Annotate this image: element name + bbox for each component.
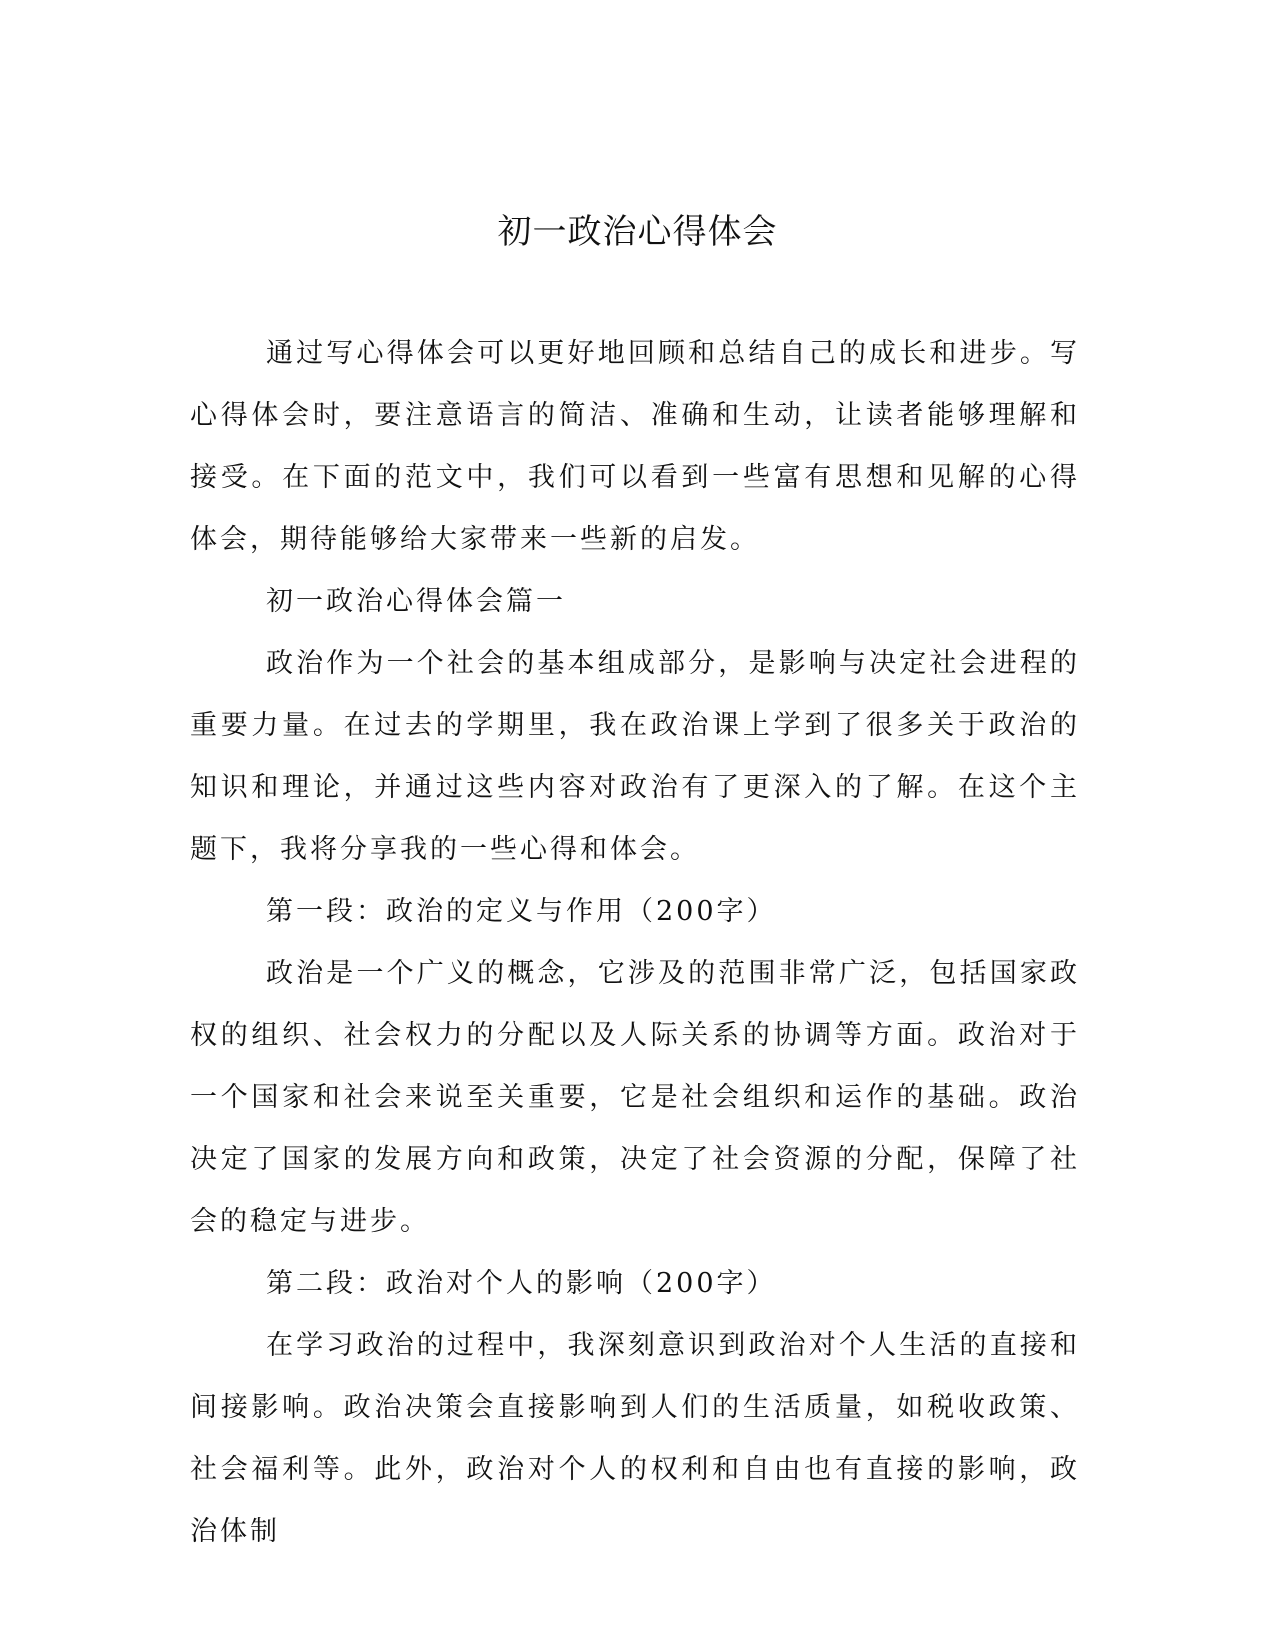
section-heading-second: 第二段：政治对个人的影响（200字） xyxy=(266,1268,777,1299)
paragraph-first: 政治是一个广义的概念，它涉及的范围非常广泛，包括国家政权的组织、社会权力的分配以及人际关系的协调等方面。政治对于一个国家和社会来说至关重要，它是社会组织和运作的基础。政治决定了国家的发展方向和政策，决定了社会资源的分配，保障了社会的稳定与进步。 xyxy=(190,958,1080,1237)
section-heading-first: 第一段：政治的定义与作用（200字） xyxy=(266,896,777,927)
section-heading-part-one: 初一政治心得体会篇一 xyxy=(266,586,566,617)
document-title: 初一政治心得体会 xyxy=(497,212,778,252)
paragraph-intro: 通过写心得体会可以更好地回顾和总结自己的成长和进步。写心得体会时，要注意语言的简洁、准确和生动，让读者能够理解和接受。在下面的范文中，我们可以看到一些富有思想和见解的心得体会，期待能够给大家带来一些新的启发。 xyxy=(190,338,1080,555)
paragraph-second: 在学习政治的过程中，我深刻意识到政治对个人生活的直接和间接影响。政治决策会直接影响到人们的生活质量，如税收政策、社会福利等。此外，政治对个人的权利和自由也有直接的影响，政治体制 xyxy=(190,1330,1080,1547)
document-body xyxy=(190,323,1080,1563)
paragraph-part-one-intro: 政治作为一个社会的基本组成部分，是影响与决定社会进程的重要力量。在过去的学期里，我在政治课上学到了很多关于政治的知识和理论，并通过这些内容对政治有了更深入的了解。在这个主题下，我将分享我的一些心得和体会。 xyxy=(190,648,1080,865)
